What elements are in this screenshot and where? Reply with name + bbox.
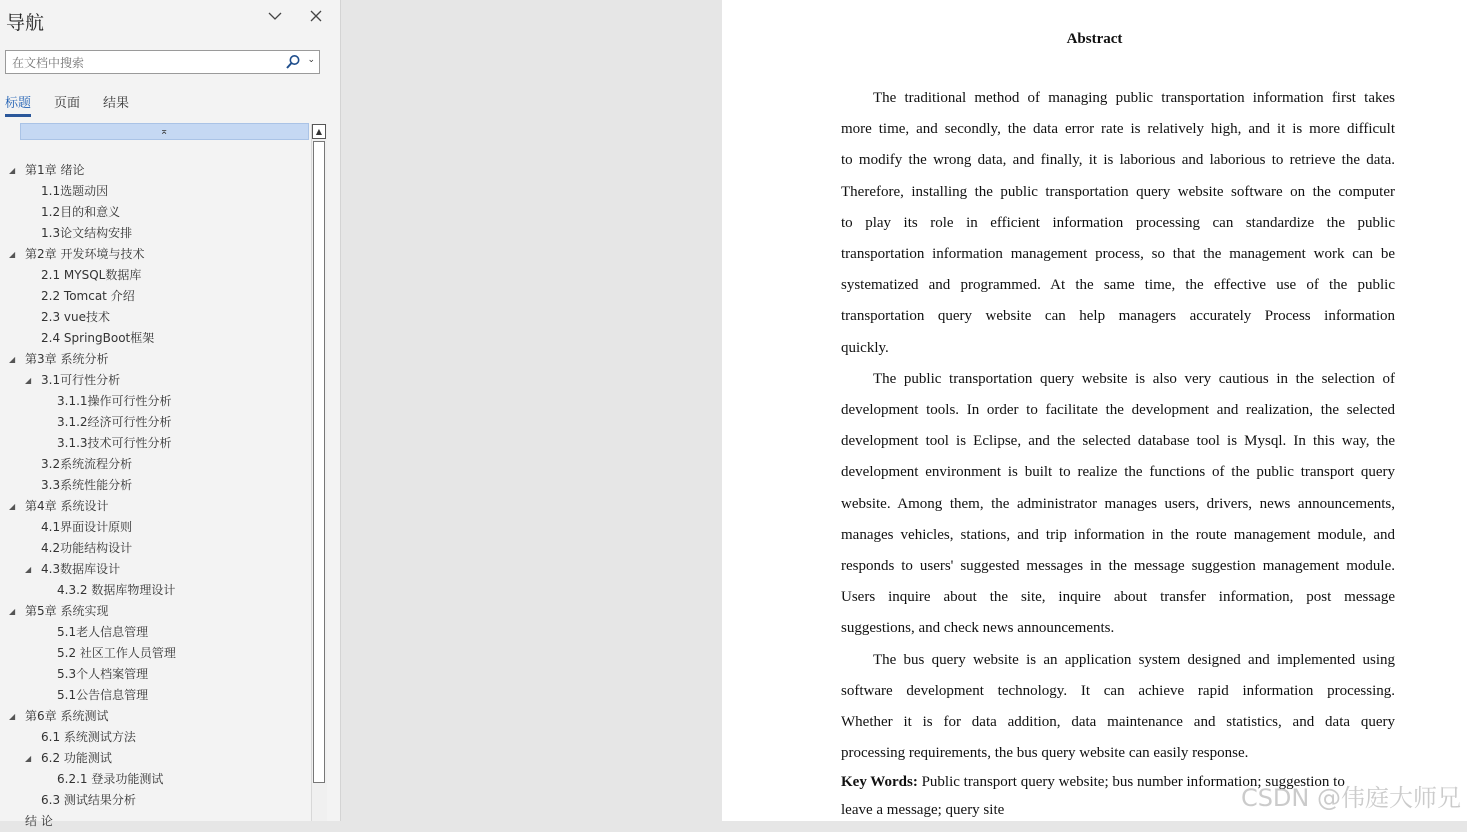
keywords-line-2: leave a message; query site	[841, 802, 1005, 818]
outline-item-label: 第6章 系统测试	[25, 709, 109, 723]
search-input[interactable]	[10, 53, 284, 73]
outline-item[interactable]	[25, 748, 112, 769]
outline-item[interactable]	[57, 685, 148, 706]
outline-item-label: 第2章 开发环境与技术	[25, 247, 145, 261]
abstract-line: responds to users' suggested messages in the message suggestion management module.	[841, 558, 1395, 574]
outline-item[interactable]	[9, 349, 109, 370]
outline-item[interactable]	[25, 559, 121, 580]
abstract-line: more time, and secondly, the data error rate is relatively high, and it is more difficult	[841, 121, 1395, 138]
outline-item-label: 4.2功能结构设计	[41, 541, 133, 555]
outline-item[interactable]	[9, 706, 109, 727]
outline-item-label: 4.3数据库设计	[41, 562, 121, 576]
outline-item[interactable]	[57, 769, 163, 790]
tab-pages[interactable]: 页面	[54, 96, 81, 111]
outline-item[interactable]	[41, 202, 120, 223]
collapse-up-icon: ⌅	[160, 126, 169, 137]
task-pane-options-button[interactable]	[265, 8, 285, 28]
outline-item-label: 5.1公告信息管理	[57, 688, 149, 702]
document-page	[722, 0, 1467, 821]
outline-item-label: 1.3论文结构安排	[41, 226, 133, 240]
outline-item-label: 5.2 社区工作人员管理	[57, 646, 176, 660]
abstract-line: development tools. In order to facilitate the development and realization, the selected	[841, 402, 1395, 418]
abstract-line: The traditional method of managing public transportation information first takes	[873, 90, 1395, 106]
expand-triangle-icon[interactable]: ◢	[9, 166, 16, 175]
abstract-line: transportation information management process, so that the management work can be	[841, 246, 1395, 262]
outline-item-label: 1.1选题动因	[41, 184, 109, 198]
outline-item-label: 第5章 系统实现	[25, 604, 109, 618]
abstract-title: Abstract	[1066, 31, 1123, 47]
tab-headings[interactable]: 标题	[5, 92, 31, 111]
outline-item-label: 第1章 绪论	[25, 163, 85, 177]
outline-item[interactable]	[41, 286, 135, 307]
outline-item[interactable]	[57, 643, 176, 664]
expand-triangle-icon[interactable]: ◢	[9, 250, 16, 259]
outline-item-label: 1.2目的和意义	[41, 205, 121, 219]
outline-item[interactable]	[41, 475, 132, 496]
outline-item-label: 3.2系统流程分析	[41, 457, 133, 471]
outline-item-label: 5.3个人档案管理	[57, 667, 149, 681]
outline-item-label: 2.4 SpringBoot框架	[41, 331, 155, 345]
navigation-pane	[0, 0, 341, 828]
abstract-line: to play its role in efficient information processing can standardize the public	[841, 214, 1395, 231]
outline-item-label: 3.1可行性分析	[41, 373, 121, 387]
outline-item[interactable]	[41, 517, 132, 538]
tab-results[interactable]: 结果	[103, 96, 130, 111]
expand-triangle-icon[interactable]: ◢	[9, 355, 16, 364]
close-icon	[309, 9, 323, 23]
outline-scrollbar[interactable]	[311, 124, 327, 821]
expand-triangle-icon[interactable]: ◢	[25, 376, 32, 385]
scroll-to-top-bar[interactable]	[20, 123, 309, 140]
outline-item[interactable]	[9, 244, 145, 265]
outline-item[interactable]	[25, 811, 53, 832]
outline-item[interactable]	[57, 622, 148, 643]
outline-item-label: 2.2 Tomcat 介绍	[41, 289, 135, 303]
outline-item[interactable]	[41, 223, 132, 244]
outline-item-label: 6.2 功能测试	[41, 751, 112, 765]
abstract-line: The public transportation query website is also very cautious in the selection of	[873, 370, 1395, 387]
outline-item[interactable]	[57, 433, 172, 454]
outline-item-label: 第4章 系统设计	[25, 499, 109, 513]
document-search-box[interactable]	[5, 50, 320, 74]
outline-item[interactable]	[9, 601, 109, 622]
outline-item-label: 3.1.1操作可行性分析	[57, 394, 172, 408]
outline-item[interactable]	[9, 496, 109, 517]
outline-item[interactable]	[41, 181, 108, 202]
chevron-down-icon	[267, 8, 283, 24]
outline-item-label: 3.1.2经济可行性分析	[57, 415, 172, 429]
outline-item-label: 2.1 MYSQL数据库	[41, 268, 142, 282]
outline-item[interactable]	[41, 790, 136, 811]
outline-item-label: 3.1.3技术可行性分析	[57, 436, 172, 450]
search-icon[interactable]	[285, 54, 301, 70]
abstract-line: quickly.	[841, 339, 889, 356]
abstract-line: processing requirements, the bus query website can easily response.	[841, 745, 1249, 762]
search-options-caret-icon[interactable]: ⌄	[307, 55, 315, 65]
outline-item-label: 第3章 系统分析	[25, 352, 109, 366]
expand-triangle-icon[interactable]: ◢	[25, 754, 32, 763]
abstract-line: suggestions, and check news announcements.	[841, 620, 1115, 637]
outline-item-label: 6.2.1 登录功能测试	[57, 772, 164, 786]
close-pane-button[interactable]	[306, 8, 326, 28]
abstract-line: manages vehicles, stations, and trip information in the route management module, and	[841, 526, 1395, 543]
outline-item[interactable]	[41, 307, 110, 328]
outline-item-label: 5.1老人信息管理	[57, 625, 149, 639]
outline-item[interactable]	[57, 580, 175, 601]
outline-item[interactable]	[41, 265, 141, 286]
scrollbar-thumb[interactable]	[313, 141, 325, 783]
expand-triangle-icon[interactable]: ◢	[9, 502, 16, 511]
outline-item-label: 2.3 vue技术	[41, 310, 110, 324]
abstract-line: website. Among them, the administrator manages users, drivers, news announcements,	[841, 495, 1395, 512]
abstract-line: The bus query website is an application system designed and implemented using	[873, 651, 1395, 668]
abstract-line: development environment is built to realize the functions of the public transport query	[841, 464, 1395, 481]
outline-item[interactable]	[25, 370, 121, 391]
outline-item[interactable]	[57, 412, 172, 433]
keywords-text: Public transport query website; bus number information; suggestion to	[921, 774, 1345, 790]
expand-triangle-icon[interactable]: ◢	[9, 712, 16, 721]
abstract-line: to modify the wrong data, and finally, it is laborious and laborious to retrieve the data.	[841, 152, 1395, 169]
watermark: CSDN @伟庭大师兄	[1240, 784, 1461, 812]
outline-item[interactable]	[41, 328, 154, 349]
outline-item-label: 4.1界面设计原则	[41, 520, 133, 534]
abstract-line: Therefore, installing the public transportation query website software on the computer	[841, 183, 1395, 200]
scroll-up-arrow-icon[interactable]: ▲	[312, 124, 326, 139]
outline-item[interactable]	[41, 727, 136, 748]
abstract-line: software development technology. It can achieve rapid information processing.	[841, 682, 1395, 699]
outline-item[interactable]	[41, 538, 132, 559]
outline-item-label: 6.1 系统测试方法	[41, 730, 136, 744]
outline-item[interactable]	[41, 454, 132, 475]
navigation-title: 导航	[6, 12, 45, 34]
outline-item[interactable]	[57, 664, 148, 685]
outline-item[interactable]	[57, 391, 172, 412]
abstract-line: systematized and programmed. At the same time, the effective use of the public	[841, 277, 1395, 294]
abstract-line: Users inquire about the site, inquire about transfer information, post message	[841, 589, 1395, 606]
outline-item[interactable]	[9, 160, 85, 181]
outline-item-label: 6.3 测试结果分析	[41, 793, 136, 807]
outline-item-label: 结 论	[25, 814, 53, 828]
outline-item-label: 4.3.2 数据库物理设计	[57, 583, 176, 597]
expand-triangle-icon[interactable]: ◢	[25, 565, 32, 574]
expand-triangle-icon[interactable]: ◢	[9, 607, 16, 616]
outline-item-label: 3.3系统性能分析	[41, 478, 133, 492]
abstract-line: transportation query website can help managers accurately Process information	[841, 308, 1395, 325]
keywords-label: Key Words:	[841, 774, 918, 790]
abstract-line: development tool is Eclipse, and the selected database tool is Mysql. In this way, the	[841, 433, 1395, 450]
abstract-line: Whether it is for data addition, data maintenance and statistics, and data query	[841, 714, 1395, 730]
